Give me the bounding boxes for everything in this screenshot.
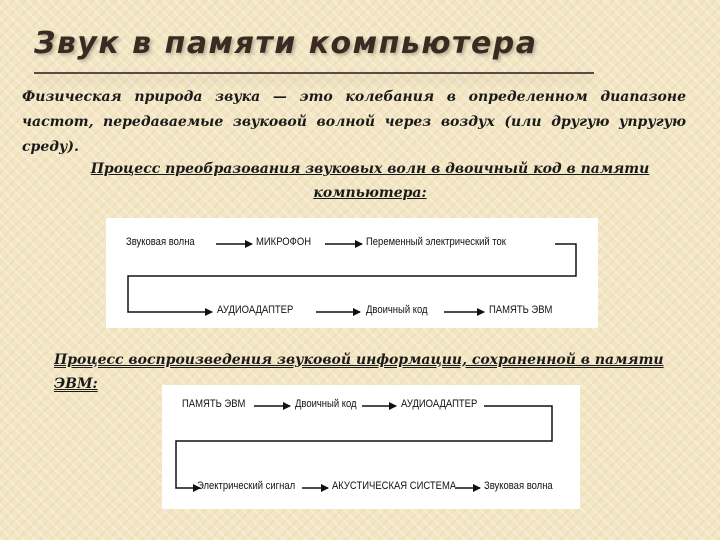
node-microphone: МИКРОФОН — [256, 236, 312, 248]
node-sound-wave: Звуковая волна — [484, 480, 553, 492]
node-sound-wave: Звуковая волна — [126, 236, 195, 248]
node-alternating-current: Переменный электрический ток — [366, 236, 506, 248]
node-acoustic-system: АКУСТИЧЕСКАЯ СИСТЕМА — [332, 480, 457, 492]
node-electric-signal: Электрический сигнал — [197, 480, 296, 492]
playback-diagram — [162, 385, 580, 509]
slide-title: Звук в памяти компьютера — [34, 26, 538, 61]
arrow-current-to-adapter — [128, 244, 576, 312]
node-binary-code: Двоичный код — [295, 398, 357, 410]
arrow-adapter-to-signal — [176, 406, 552, 488]
node-binary-code: Двоичный код — [366, 304, 428, 316]
intro-paragraph: Физическая природа звука — это колебания в определенном диапазоне частот, передаваемые звуковой волной через воздух (или другую упругую среду). — [22, 89, 686, 155]
node-audio-adapter: АУДИОАДАПТЕР — [401, 398, 478, 410]
recording-diagram — [106, 218, 598, 328]
node-audio-adapter: АУДИОАДАПТЕР — [217, 304, 294, 316]
node-computer-memory: ПАМЯТЬ ЭВМ — [182, 398, 246, 410]
node-computer-memory: ПАМЯТЬ ЭВМ — [489, 304, 553, 316]
diagram1-heading: Процесс преобразования звуковых волн в двоичный код в памяти компьютера: — [90, 161, 650, 201]
diagram2-heading: Процесс воспроизведения звуковой информации, сохраненной в памяти ЭВМ: — [54, 352, 664, 392]
title-underline — [34, 72, 594, 74]
